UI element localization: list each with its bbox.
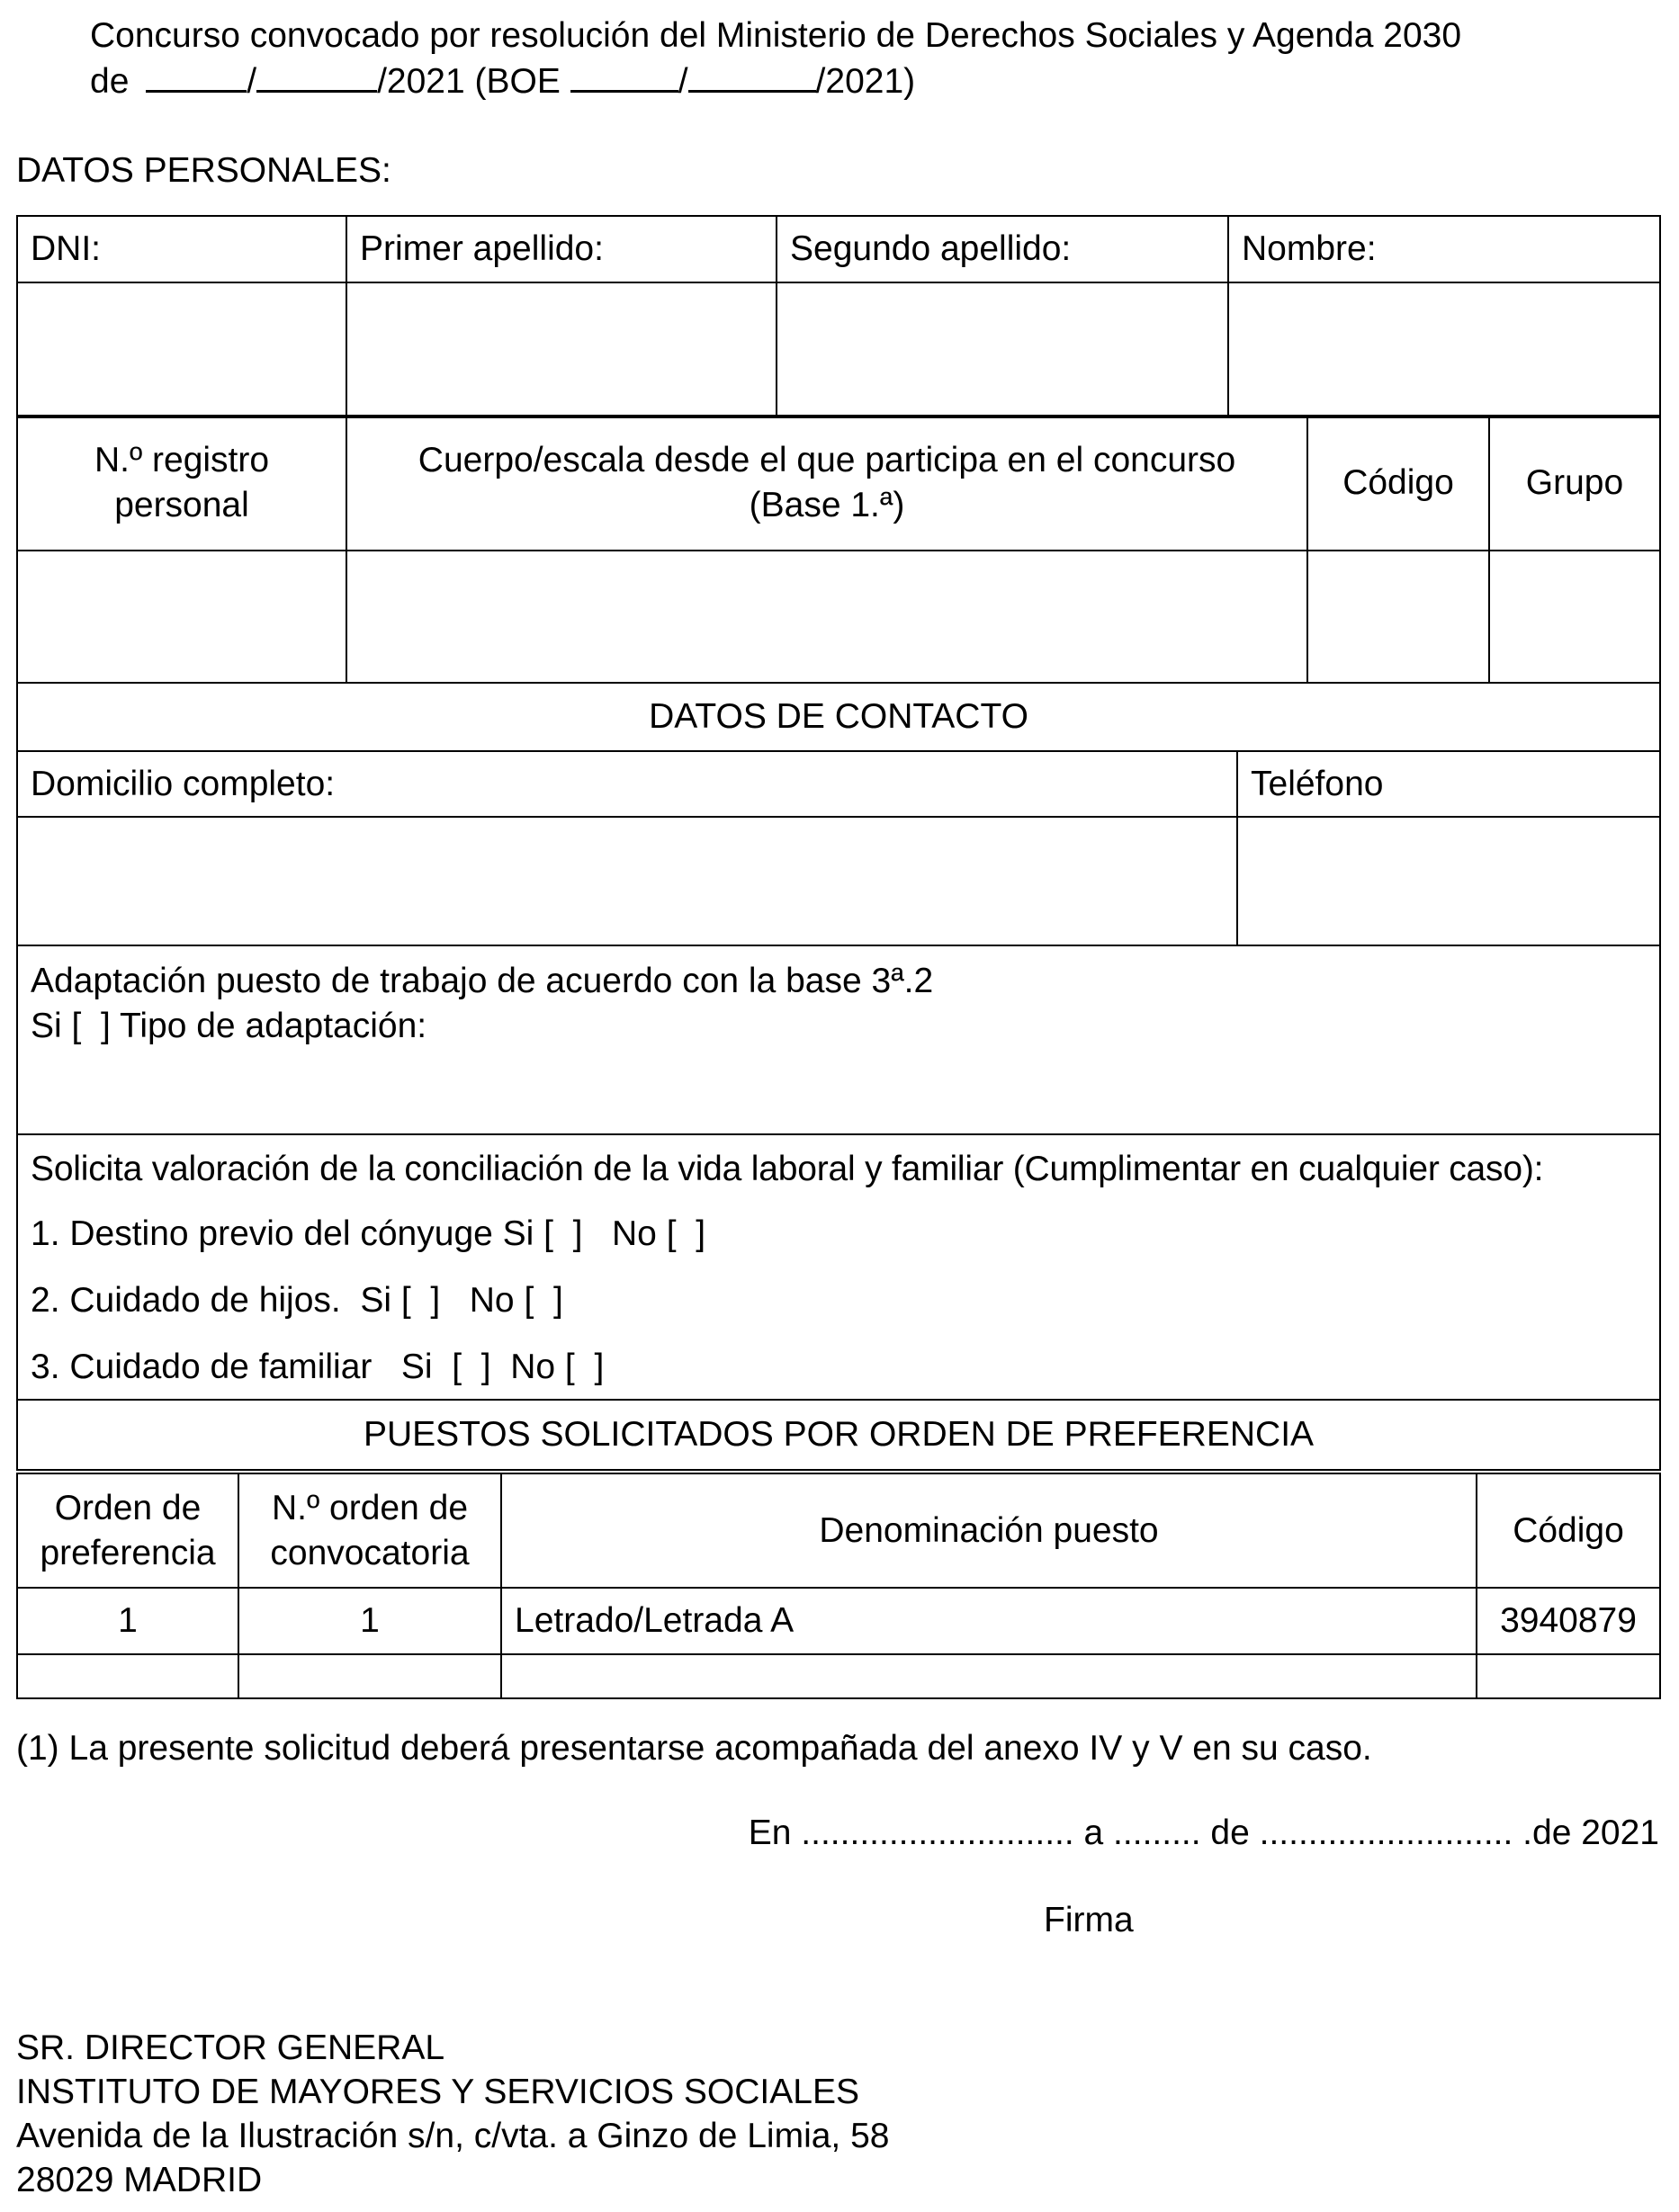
row-orden: 1 <box>17 1588 238 1654</box>
resolution-day-blank[interactable] <box>146 59 247 93</box>
boe-month-blank[interactable] <box>688 59 816 93</box>
destinatario-line1: SR. DIRECTOR GENERAL <box>16 2028 445 2067</box>
nombre-field[interactable] <box>1228 282 1660 417</box>
telefono-field[interactable] <box>1237 817 1660 945</box>
domicilio-field[interactable] <box>17 817 1237 945</box>
empty-orden-field[interactable] <box>17 1654 238 1698</box>
convocatoria-line1: Concurso convocado por resolución del Ministerio de Derechos Sociales y Agenda 2030 <box>90 16 1462 55</box>
de-label: de <box>90 62 130 101</box>
footnote: (1) La presente solicitud deberá presentarse acompañada del anexo IV y V en su caso. <box>16 1729 1372 1768</box>
primer-apellido-field[interactable] <box>346 282 777 417</box>
row-denominacion: Letrado/Letrada A <box>501 1588 1477 1654</box>
empty-convocatoria-field[interactable] <box>238 1654 501 1698</box>
destinatario-line3: Avenida de la Ilustración s/n, c/vta. a Ginzo de Limia, 58 <box>16 2117 890 2155</box>
datos-personales-title: DATOS PERSONALES: <box>16 151 391 190</box>
contacto-table <box>16 682 1661 1471</box>
col-codigo-header: Código <box>1477 1473 1660 1588</box>
segundo-apellido-label: Segundo apellido: <box>777 216 1228 282</box>
convocatoria-line2 <box>90 59 915 104</box>
cuerpo-line1: Cuerpo/escala desde el que participa en el concurso <box>418 441 1236 480</box>
col-conv-line2: convocatoria <box>270 1533 470 1572</box>
conciliacion-intro: Solicita valoración de la conciliación de la vida laboral y familiar (Cumplimentar en cualquier caso): <box>31 1150 1544 1188</box>
adaptacion-line2: Si [ ] Tipo de adaptación: <box>31 1006 427 1045</box>
telefono-label: Teléfono <box>1237 751 1660 817</box>
grupo-header: Grupo <box>1489 416 1660 551</box>
codigo-field[interactable] <box>1307 551 1489 683</box>
registro-line2: personal <box>114 486 249 524</box>
table-row <box>17 1588 1660 1654</box>
conciliacion-item-conyuge[interactable]: 1. Destino previo del cónyuge Si [ ] No [ ] <box>31 1214 706 1253</box>
puestos-title: PUESTOS SOLICITADOS POR ORDEN DE PREFERENCIA <box>17 1400 1660 1470</box>
boe-year-end: /2021) <box>815 62 916 101</box>
primer-apellido-label: Primer apellido: <box>346 216 777 282</box>
col-conv-line1: N.º orden de <box>271 1488 469 1527</box>
col-convocatoria-header <box>238 1473 501 1588</box>
col-orden-line1: Orden de <box>54 1488 202 1527</box>
lugar-fecha-line: En ............................ a ......... de .......................... .de 2021 <box>748 1813 1659 1852</box>
dni-label: DNI: <box>17 216 346 282</box>
codigo-header: Código <box>1307 416 1489 551</box>
registro-field[interactable] <box>17 551 346 683</box>
conciliacion-item-familiar[interactable]: 3. Cuidado de familiar Si [ ] No [ ] <box>31 1348 605 1386</box>
datos-contacto-title: DATOS DE CONTACTO <box>17 683 1660 751</box>
grupo-field[interactable] <box>1489 551 1660 683</box>
cuerpo-header <box>346 416 1307 551</box>
conciliacion-item-hijos[interactable]: 2. Cuidado de hijos. Si [ ] No [ ] <box>31 1281 563 1320</box>
cuerpo-field[interactable] <box>346 551 1307 683</box>
registro-line1: N.º registro <box>94 441 270 480</box>
nombre-label: Nombre: <box>1228 216 1660 282</box>
destinatario-line2: INSTITUTO DE MAYORES Y SERVICIOS SOCIALES <box>16 2073 859 2111</box>
col-orden-header <box>17 1473 238 1588</box>
slash-2: / <box>678 62 688 101</box>
registro-header <box>17 416 346 551</box>
boe-label: /2021 (BOE <box>377 62 561 101</box>
conciliacion-cell <box>17 1134 1660 1400</box>
dni-field[interactable] <box>17 282 346 417</box>
adaptacion-line1: Adaptación puesto de trabajo de acuerdo con la base 3ª.2 <box>31 962 934 1000</box>
domicilio-label: Domicilio completo: <box>17 751 1237 817</box>
firma-label: Firma <box>1044 1901 1134 1939</box>
personal-names-table <box>16 215 1661 418</box>
boe-day-blank[interactable] <box>570 59 678 93</box>
empty-codigo-field[interactable] <box>1477 1654 1660 1698</box>
cuerpo-line2: (Base 1.ª) <box>749 486 905 524</box>
puestos-table <box>16 1473 1661 1699</box>
row-codigo: 3940879 <box>1477 1588 1660 1654</box>
personal-cuerpo-table <box>16 415 1661 684</box>
segundo-apellido-field[interactable] <box>777 282 1228 417</box>
col-denominacion-header: Denominación puesto <box>501 1473 1477 1588</box>
row-convocatoria: 1 <box>238 1588 501 1654</box>
destinatario-line4: 28029 MADRID <box>16 2161 263 2199</box>
slash-1: / <box>247 62 257 101</box>
adaptacion-cell[interactable] <box>17 945 1660 1134</box>
empty-denominacion-field[interactable] <box>501 1654 1477 1698</box>
col-orden-line2: preferencia <box>40 1533 216 1572</box>
table-row-empty <box>17 1654 1660 1698</box>
resolution-month-blank[interactable] <box>256 59 377 93</box>
